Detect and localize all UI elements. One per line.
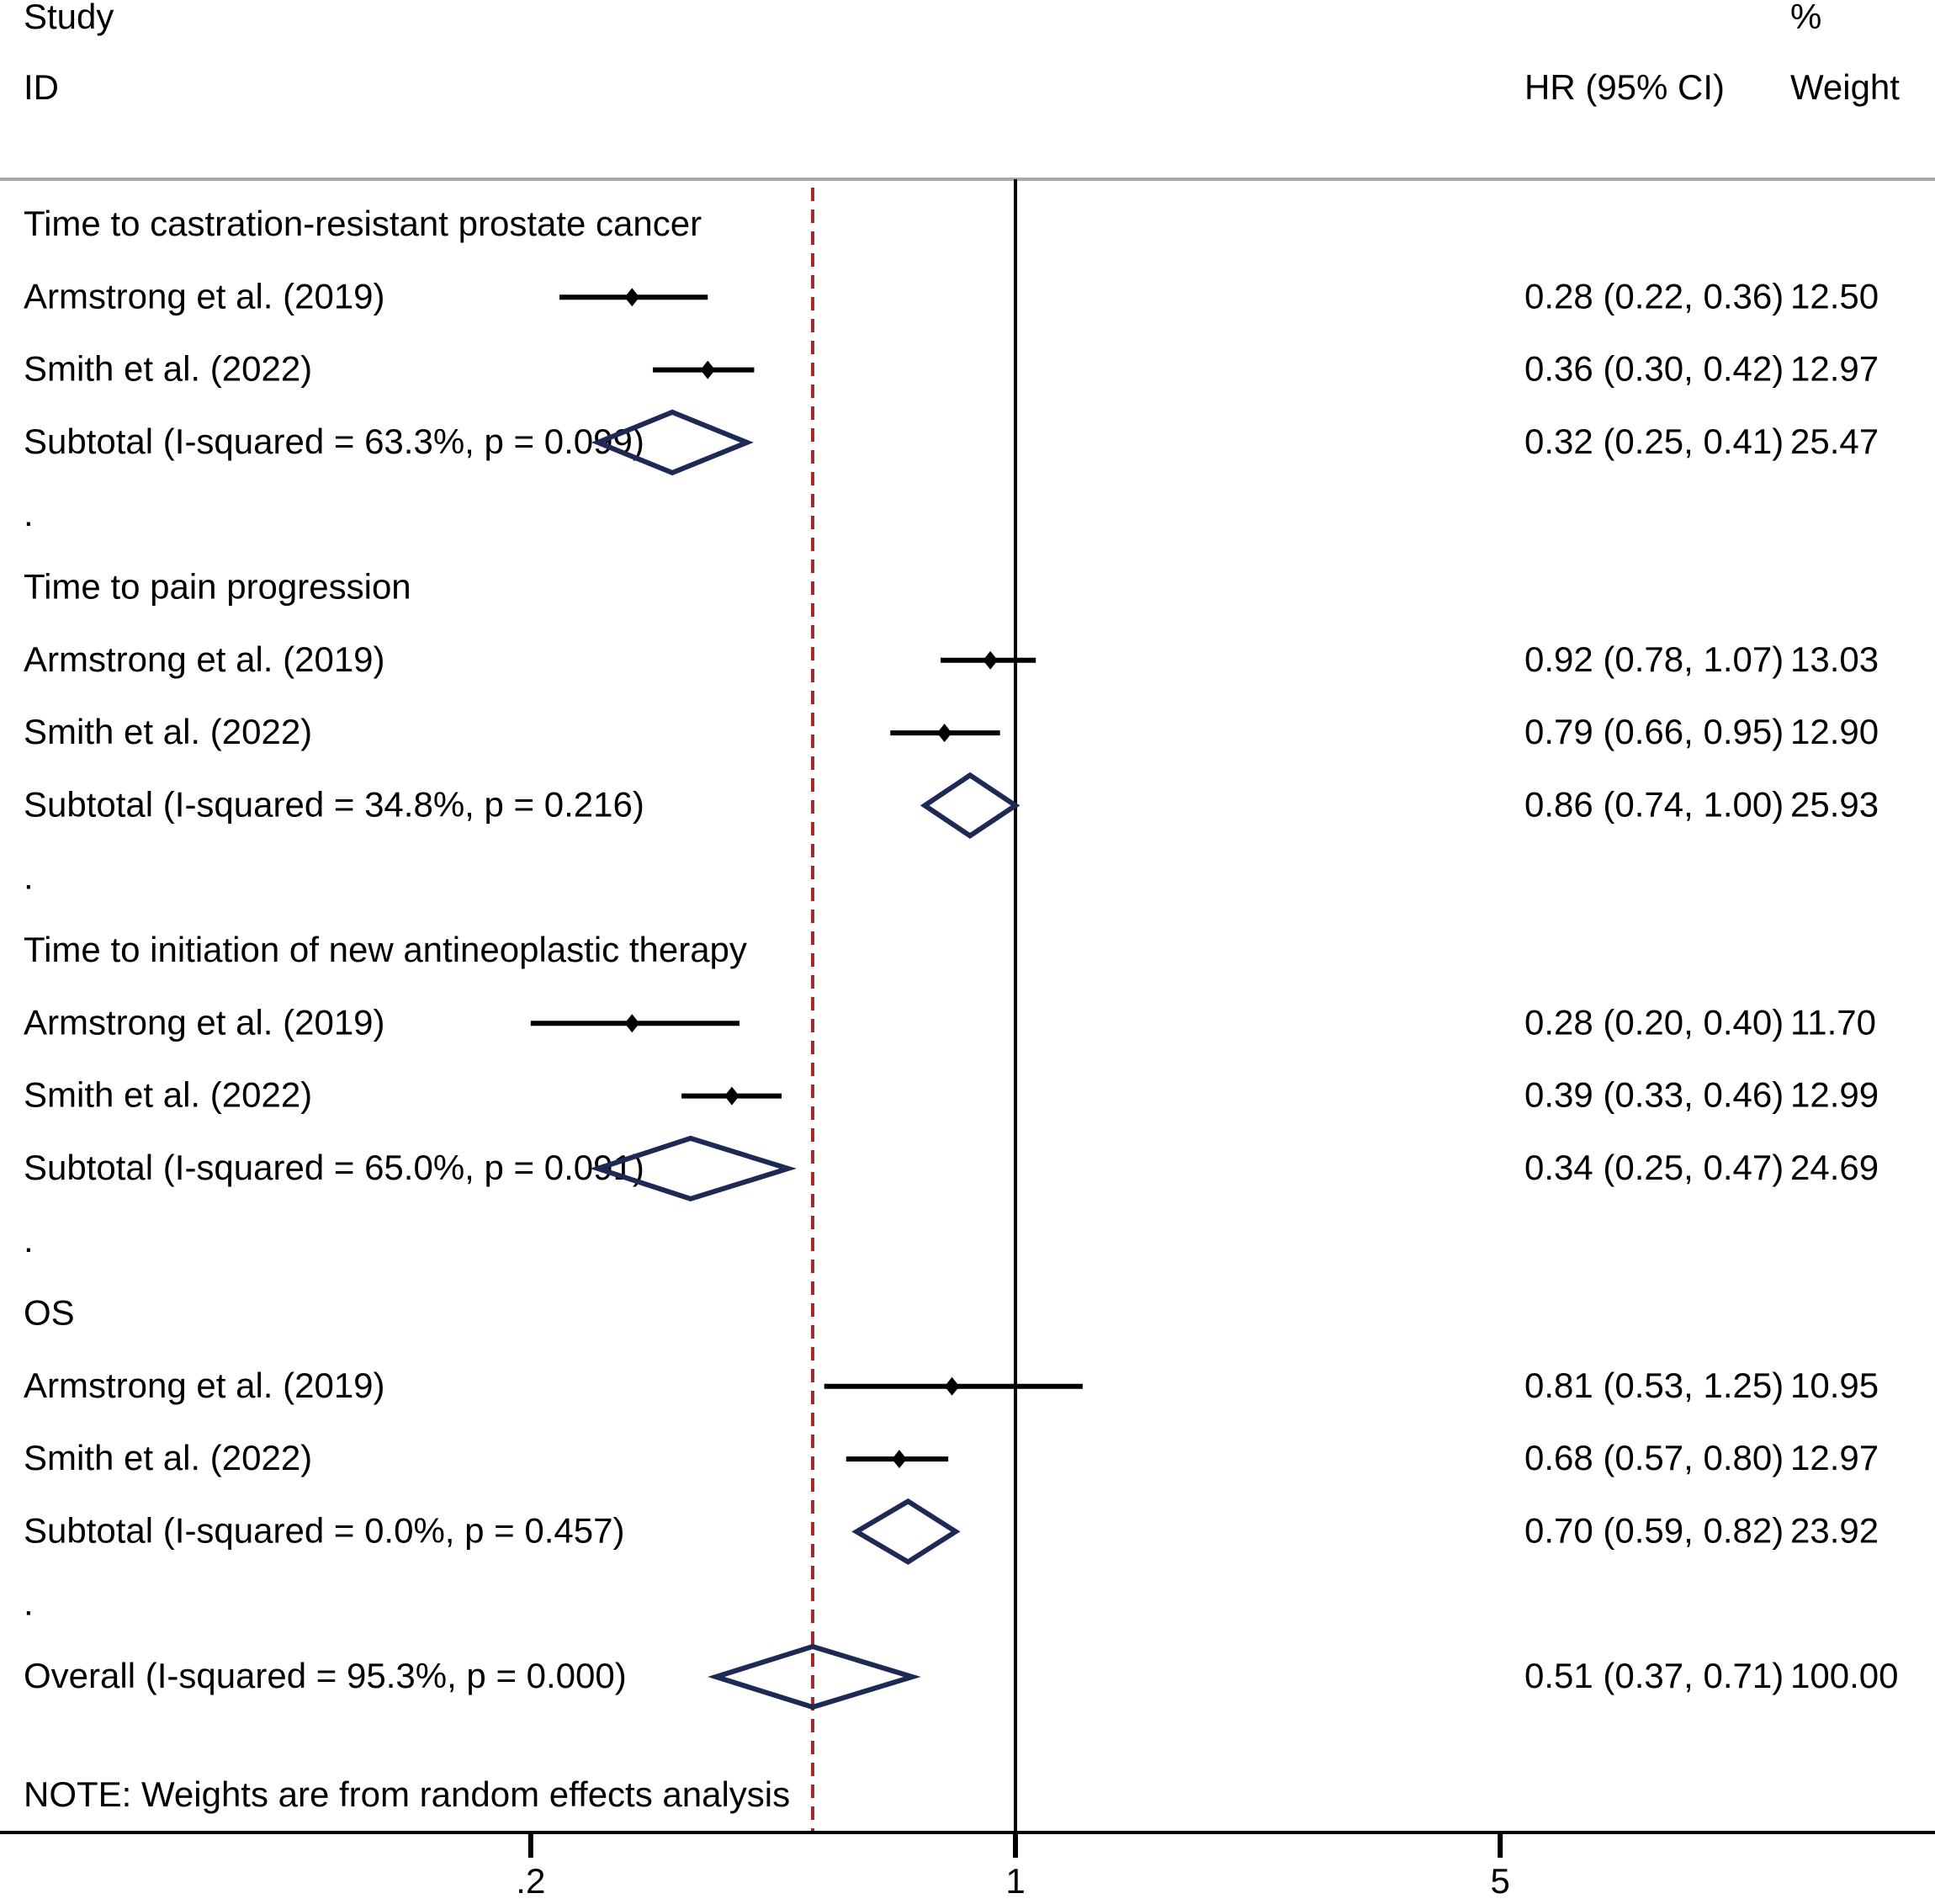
weight-text: 12.97 (1790, 348, 1879, 389)
row-label: Smith et al. (2022) (24, 712, 313, 752)
row-study (24, 712, 1879, 751)
effect-estimate-text: 0.81 (0.53, 1.25) (1524, 1365, 1784, 1405)
row-group (24, 204, 702, 243)
point-estimate-marker (892, 1450, 907, 1468)
row-study (24, 276, 1879, 316)
row-sep (24, 857, 34, 897)
header-percent-label: % (1790, 0, 1822, 36)
row-group (24, 1293, 75, 1333)
row-study (24, 349, 1879, 389)
subtotal-diamond (925, 775, 1015, 835)
effect-estimate-text: 0.28 (0.22, 0.36) (1524, 276, 1784, 316)
row-study (24, 639, 1879, 679)
rows-layer (24, 204, 1898, 1707)
row-label: Armstrong et al. (2019) (24, 639, 385, 679)
weight-text: 12.50 (1790, 276, 1879, 316)
row-overall (24, 1647, 1898, 1707)
weight-text: 13.03 (1790, 639, 1879, 679)
effect-estimate-text: 0.70 (0.59, 0.82) (1524, 1510, 1784, 1551)
effect-estimate-text: 0.39 (0.33, 0.46) (1524, 1074, 1784, 1115)
row-subtotal (24, 1501, 1879, 1562)
row-subtotal (24, 775, 1879, 835)
group-heading: Time to initiation of new antineoplastic therapy (24, 930, 747, 969)
row-label: Armstrong et al. (2019) (24, 1365, 385, 1405)
row-separator: . (24, 494, 34, 534)
group-heading: Time to pain progression (24, 566, 411, 607)
row-label: Subtotal (I-squared = 63.3%, p = 0.099) (24, 421, 644, 461)
weight-text: 12.97 (1790, 1438, 1879, 1478)
group-heading: Time to castration-resistant prostate cancer (24, 204, 702, 243)
effect-estimate-text: 0.86 (0.74, 1.00) (1524, 784, 1784, 825)
point-estimate-marker (945, 1377, 960, 1396)
point-estimate-marker (983, 651, 998, 670)
weight-text: 25.47 (1790, 421, 1879, 461)
weight-text: 25.93 (1790, 784, 1879, 825)
x-tick-label: .2 (516, 1861, 546, 1901)
effect-estimate-text: 0.34 (0.25, 0.47) (1524, 1147, 1784, 1187)
weight-text: 11.70 (1790, 1002, 1876, 1042)
effect-estimate-text: 0.51 (0.37, 0.71) (1524, 1656, 1784, 1695)
weight-text: 12.90 (1790, 712, 1879, 752)
effect-estimate-text: 0.28 (0.20, 0.40) (1524, 1002, 1784, 1042)
row-sep (24, 1583, 34, 1623)
header-effect-label: HR (95% CI) (1524, 67, 1726, 107)
row-label: Overall (I-squared = 95.3%, p = 0.000) (24, 1656, 627, 1695)
row-subtotal (24, 412, 1879, 473)
row-label: Subtotal (I-squared = 34.8%, p = 0.216) (24, 784, 644, 825)
row-label: Armstrong et al. (2019) (24, 1002, 385, 1042)
row-sep (24, 1220, 34, 1260)
row-separator: . (24, 1220, 34, 1260)
header-study-label: Study (24, 0, 114, 36)
row-group (24, 930, 747, 969)
reference-lines (813, 179, 1015, 1832)
row-label: Smith et al. (2022) (24, 348, 313, 389)
row-separator: . (24, 857, 34, 897)
weight-text: 10.95 (1790, 1365, 1879, 1405)
point-estimate-marker (624, 288, 639, 306)
point-estimate-marker (937, 724, 952, 742)
group-heading: OS (24, 1292, 75, 1333)
weight-text: 100.00 (1790, 1656, 1899, 1695)
row-label: Armstrong et al. (2019) (24, 276, 385, 316)
x-tick-label: 1 (1005, 1861, 1026, 1901)
row-label: Smith et al. (2022) (24, 1438, 313, 1478)
header-weight-label: Weight (1790, 67, 1900, 107)
row-label: Smith et al. (2022) (24, 1074, 313, 1115)
row-separator: . (24, 1583, 34, 1623)
weight-text: 24.69 (1790, 1147, 1879, 1187)
row-group (24, 567, 411, 607)
row-study (24, 1366, 1879, 1405)
effect-estimate-text: 0.68 (0.57, 0.80) (1524, 1438, 1784, 1478)
weight-text: 12.99 (1790, 1074, 1879, 1115)
effect-estimate-text: 0.32 (0.25, 0.41) (1524, 421, 1784, 461)
row-study (24, 1438, 1879, 1477)
point-estimate-marker (624, 1014, 639, 1032)
x-axis (0, 1832, 1935, 1901)
row-label: Subtotal (I-squared = 0.0%, p = 0.457) (24, 1510, 625, 1551)
weight-text: 23.92 (1790, 1510, 1879, 1551)
effect-estimate-text: 0.79 (0.66, 0.95) (1524, 712, 1784, 752)
x-tick-label: 5 (1490, 1861, 1510, 1901)
footnote: NOTE: Weights are from random effects analysis (24, 1774, 791, 1814)
point-estimate-marker (700, 361, 715, 379)
row-study (24, 1002, 1876, 1042)
header-id-label: ID (24, 67, 59, 107)
row-label: Subtotal (I-squared = 65.0%, p = 0.091) (24, 1147, 644, 1187)
point-estimate-marker (724, 1087, 740, 1106)
row-subtotal (24, 1138, 1879, 1199)
row-sep (24, 494, 34, 533)
subtotal-diamond (856, 1501, 956, 1562)
row-study (24, 1075, 1879, 1115)
effect-estimate-text: 0.92 (0.78, 1.07) (1524, 639, 1784, 679)
effect-estimate-text: 0.36 (0.30, 0.42) (1524, 348, 1784, 389)
